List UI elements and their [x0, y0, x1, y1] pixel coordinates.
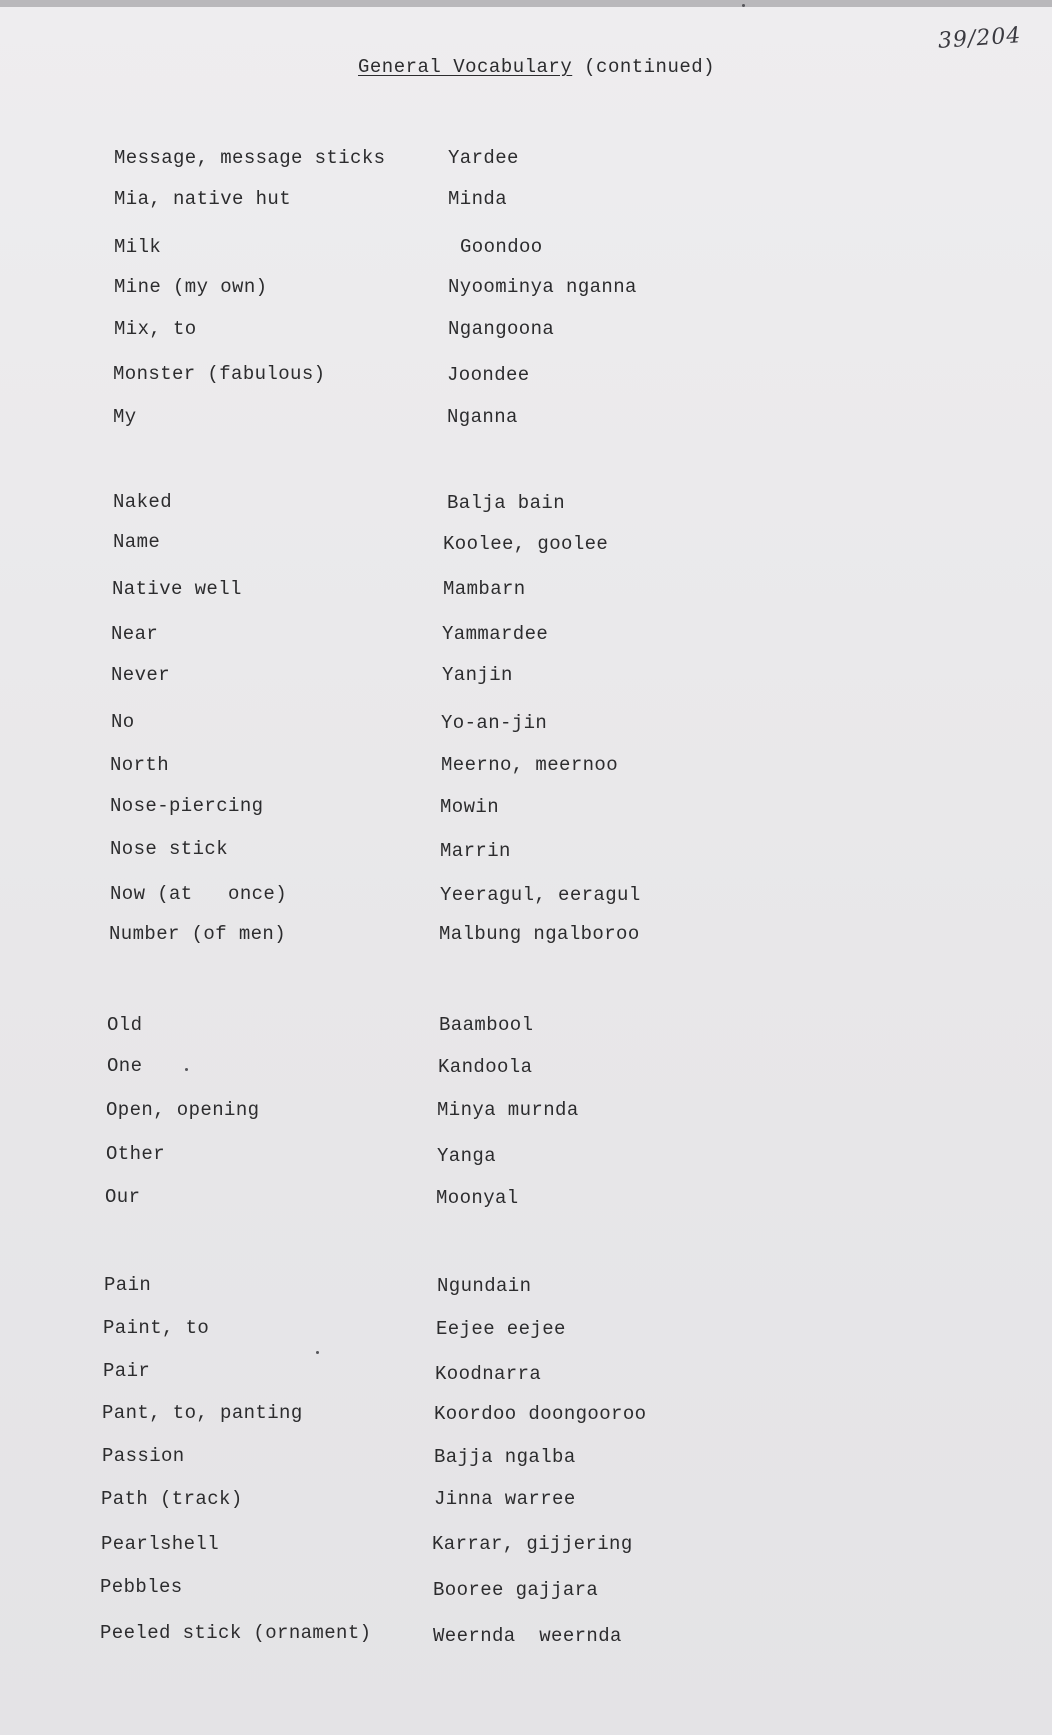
entry-english: One — [107, 1055, 143, 1077]
entry-english: My — [113, 406, 137, 428]
entry-native: Kandoola — [438, 1056, 533, 1078]
entry-native: Yanjin — [442, 664, 513, 686]
page-top-edge — [0, 0, 1052, 7]
entry-native: Joondee — [447, 364, 530, 386]
entry-english: Naked — [113, 491, 173, 513]
entry-english: Mine (my own) — [114, 276, 268, 298]
entry-english: Old — [107, 1014, 143, 1036]
entry-native: Yardee — [448, 147, 519, 169]
entry-native: Koolee, goolee — [443, 533, 609, 555]
entry-english: Our — [105, 1186, 141, 1208]
entry-native: Moonyal — [436, 1187, 519, 1209]
entry-english: Near — [111, 623, 159, 645]
entry-native: Marrin — [440, 840, 511, 862]
entry-english: Mix, to — [114, 318, 197, 340]
entry-native: Ngangoona — [448, 318, 555, 340]
entry-native: Koodnarra — [435, 1363, 542, 1385]
entry-english: Open, opening — [106, 1099, 260, 1121]
entry-native: Minda — [448, 188, 508, 210]
entry-english: No — [111, 711, 135, 733]
entry-native: Goondoo — [460, 236, 543, 258]
entry-english: Pain — [104, 1274, 152, 1296]
entry-native: Bajja ngalba — [434, 1446, 576, 1468]
ink-speck — [316, 1351, 319, 1354]
entry-native: Koordoo doongooroo — [434, 1403, 647, 1425]
entry-native: Baambool — [439, 1014, 534, 1036]
entry-english: Milk — [114, 236, 162, 258]
entry-native: Minya murnda — [437, 1099, 579, 1121]
entry-native: Mambarn — [443, 578, 526, 600]
entry-native: Malbung ngalboroo — [439, 923, 640, 945]
entry-native: Yeeragul, eeragul — [440, 884, 641, 906]
entry-native: Meerno, meernoo — [441, 754, 619, 776]
entry-native: Weernda weernda — [433, 1625, 622, 1647]
entry-native: Booree gajjara — [433, 1579, 599, 1601]
entry-english: Pant, to, panting — [102, 1402, 303, 1424]
ink-speck — [185, 1068, 188, 1071]
entry-english: Other — [106, 1143, 166, 1165]
entry-english: North — [110, 754, 170, 776]
entry-english: Number (of men) — [109, 923, 287, 945]
entry-english: Passion — [102, 1445, 185, 1467]
entry-native: Yanga — [437, 1145, 497, 1167]
entry-english: Monster (fabulous) — [113, 363, 326, 385]
entry-native: Karrar, gijjering — [432, 1533, 633, 1555]
entry-english: Never — [111, 664, 171, 686]
entry-english: Name — [113, 531, 161, 553]
entry-english: Path (track) — [101, 1488, 243, 1510]
entry-english: Message, message sticks — [114, 147, 386, 169]
entry-native: Nyoominya nganna — [448, 276, 637, 298]
entry-native: Eejee eejee — [436, 1318, 566, 1340]
entry-english: Pearlshell — [101, 1533, 220, 1555]
page-title — [358, 56, 715, 78]
entry-english: Peeled stick (ornament) — [100, 1622, 372, 1644]
ink-speck — [742, 4, 745, 7]
entry-native: Balja bain — [447, 492, 566, 514]
entry-english: Now (at once) — [110, 883, 288, 905]
title-suffix: (continued) — [584, 56, 716, 78]
entry-native: Ngundain — [437, 1275, 532, 1297]
entry-english: Native well — [112, 578, 242, 600]
entry-english: Mia, native hut — [114, 188, 292, 210]
entry-english: Pair — [103, 1360, 151, 1382]
entry-native: Mowin — [440, 796, 500, 818]
page-number: 39/204 — [937, 23, 1023, 54]
entry-english: Nose stick — [110, 838, 229, 860]
entry-native: Jinna warree — [434, 1488, 576, 1510]
entry-english: Pebbles — [100, 1576, 183, 1598]
entry-native: Yo-an-jin — [441, 712, 548, 734]
entry-native: Yammardee — [442, 623, 549, 645]
title-main: General Vocabulary — [358, 56, 573, 78]
entry-english: Nose-piercing — [110, 795, 264, 817]
entry-native: Nganna — [447, 406, 518, 428]
entry-english: Paint, to — [103, 1317, 210, 1339]
